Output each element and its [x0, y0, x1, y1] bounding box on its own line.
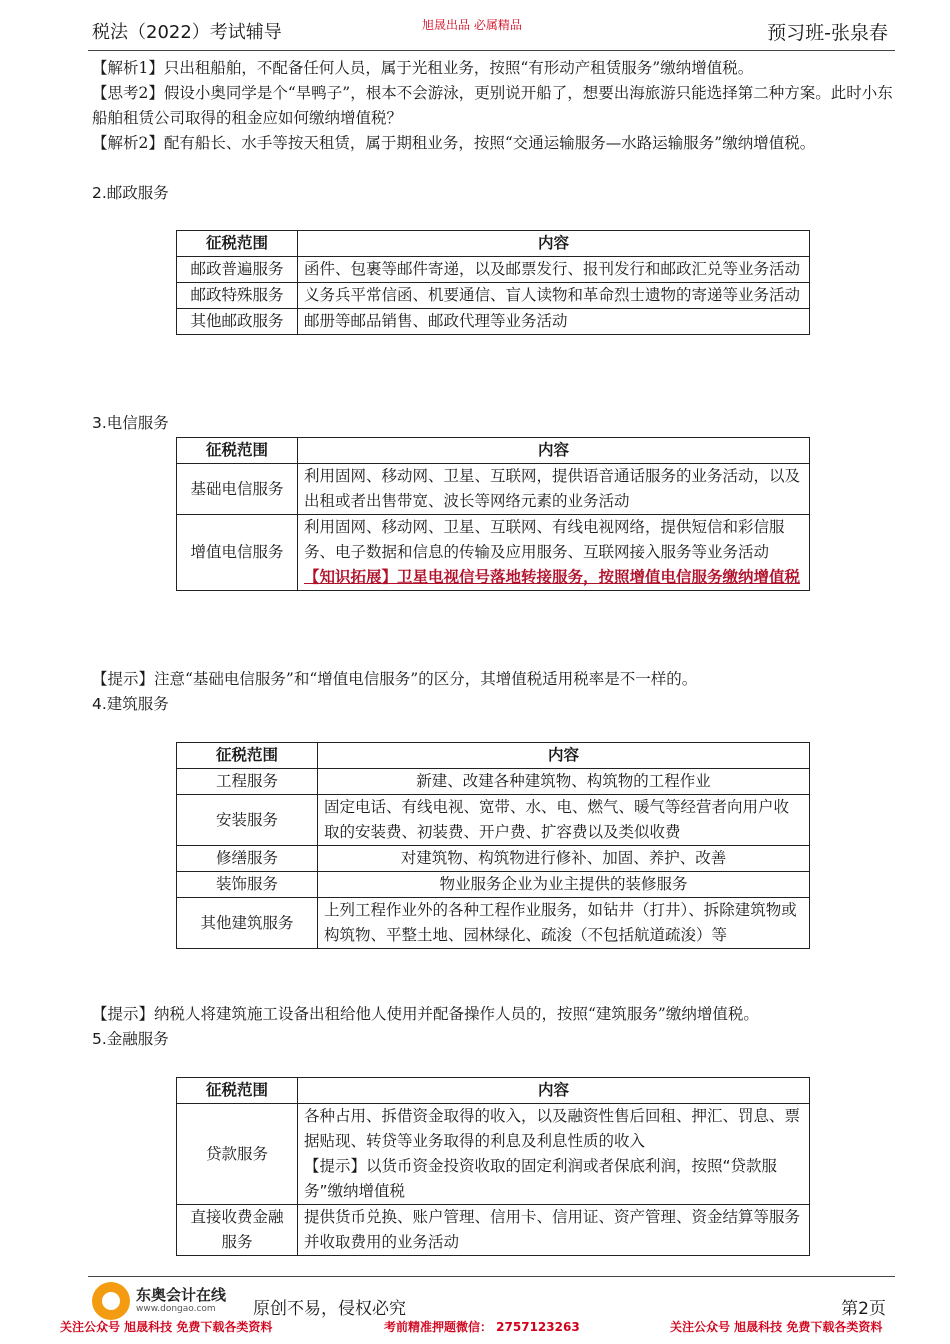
- scope-cell: 基础电信服务: [177, 464, 298, 515]
- scope-cell: 贷款服务: [177, 1104, 298, 1205]
- logo-url: www.dongao.com: [136, 1304, 216, 1314]
- table-row: [177, 846, 810, 872]
- col-scope-header: 征税范围: [177, 438, 298, 464]
- table-row: [177, 795, 810, 846]
- table-row: [177, 769, 810, 795]
- logo-mark-icon: [92, 1282, 130, 1320]
- col-scope-header: 征税范围: [177, 1078, 298, 1104]
- telecom-table: [176, 437, 810, 591]
- content-cell: 函件、包裹等邮件寄递，以及邮票发行、报刊发行和邮政汇兑等业务活动: [298, 257, 810, 283]
- loan-tip: 【提示】以货币资金投资收取的固定利润或者保底利润，按照“贷款服务”缴纳增值税: [304, 1157, 778, 1200]
- content-cell: [298, 1104, 810, 1205]
- scope-cell: 直接收费金融服务: [177, 1205, 298, 1256]
- postal-table: [176, 230, 810, 335]
- construction-tip: 【提示】纳税人将建筑施工设备出租给他人使用并配备操作人员的，按照“建筑服务”缴纳增值税。: [92, 1005, 759, 1023]
- content-cell: [298, 515, 810, 591]
- finance-table: [176, 1077, 810, 1256]
- content-cell: 义务兵平常信函、机要通信、盲人读物和革命烈士遗物的寄递等业务活动: [298, 283, 810, 309]
- col-content-header: 内容: [298, 231, 810, 257]
- col-scope-header: 征税范围: [177, 743, 318, 769]
- section-construction-title: 4.建筑服务: [92, 695, 169, 713]
- analysis-2: 【解析2】配有船长、水手等按天租赁，属于期租业务，按照“交通运输服务—水路运输服务”缴纳增值税。: [92, 134, 816, 152]
- content-cell: 新建、改建各种建筑物、构筑物的工程作业: [318, 769, 810, 795]
- scope-cell: 修缮服务: [177, 846, 318, 872]
- header-title: 税法（2022）考试辅导: [92, 22, 282, 43]
- table-header-row: [177, 231, 810, 257]
- table-row: [177, 464, 810, 515]
- table-row: [177, 515, 810, 591]
- telecom-tip: 【提示】注意“基础电信服务”和“增值电信服务”的区分，其增值税适用税率是不一样的。: [92, 670, 698, 688]
- scope-cell: 工程服务: [177, 769, 318, 795]
- table-row: [177, 898, 810, 949]
- footer-note-center: 考前精准押题微信： 2757123263: [384, 1320, 580, 1334]
- table-row: [177, 872, 810, 898]
- table-row: [177, 1205, 810, 1256]
- footer-motto: 原创不易，侵权必究: [253, 1299, 406, 1319]
- content-cell: 提供货币兑换、账户管理、信用卡、信用证、资产管理、资金结算等服务并收取费用的业务活动: [298, 1205, 810, 1256]
- table-header-row: [177, 438, 810, 464]
- table-header-row: [177, 743, 810, 769]
- col-content-header: 内容: [318, 743, 810, 769]
- thinking-2: 【思考2】假设小奥同学是个“旱鸭子”，根本不会游泳，更别说开船了，想要出海旅游只能选择第二种方案。此时小东船舶租赁公司取得的租金应如何缴纳增值税？: [92, 84, 893, 127]
- scope-cell: 增值电信服务: [177, 515, 298, 591]
- section-postal-title: 2.邮政服务: [92, 184, 169, 202]
- col-content-header: 内容: [298, 438, 810, 464]
- scope-cell: 其他建筑服务: [177, 898, 318, 949]
- table-header-row: [177, 1078, 810, 1104]
- content-text: 各种占用、拆借资金取得的收入，以及融资性售后回租、押汇、罚息、票据贴现、转贷等业务取得的利息及利息性质的收入: [304, 1107, 801, 1150]
- footer-note-left: 关注公众号 旭晟科技 免费下载各类资料: [60, 1320, 273, 1334]
- scope-cell: 邮政特殊服务: [177, 283, 298, 309]
- construction-table: [176, 742, 810, 949]
- knowledge-extension: 【知识拓展】卫星电视信号落地转接服务，按照增值电信服务缴纳增值税: [304, 568, 801, 586]
- col-content-header: 内容: [298, 1078, 810, 1104]
- scope-cell: 装饰服务: [177, 872, 318, 898]
- content-cell: 对建筑物、构筑物进行修补、加固、养护、改善: [318, 846, 810, 872]
- col-scope-header: 征税范围: [177, 231, 298, 257]
- content-cell: 物业服务企业为业主提供的装修服务: [318, 872, 810, 898]
- section-telecom-title: 3.电信服务: [92, 414, 169, 432]
- table-row: [177, 1104, 810, 1205]
- header-divider: [88, 50, 895, 51]
- scope-cell: 邮政普遍服务: [177, 257, 298, 283]
- content-cell: 邮册等邮品销售、邮政代理等业务活动: [298, 309, 810, 335]
- content-cell: 固定电话、有线电视、宽带、水、电、燃气、暖气等经营者向用户收取的安装费、初装费、开户费、扩容费以及类似收费: [318, 795, 810, 846]
- section-finance-title: 5.金融服务: [92, 1030, 169, 1048]
- table-row: [177, 309, 810, 335]
- scope-cell: 其他邮政服务: [177, 309, 298, 335]
- scope-cell: 安装服务: [177, 795, 318, 846]
- analysis-1: 【解析1】只出租船舶，不配备任何人员，属于光租业务，按照“有形动产租赁服务”缴纳增值税。: [92, 59, 754, 77]
- footer-note-right: 关注公众号 旭晟科技 免费下载各类资料: [670, 1320, 883, 1334]
- footer-divider: [88, 1276, 895, 1277]
- table-row: [177, 283, 810, 309]
- content-cell: 上列工程作业外的各种工程作业服务，如钻井（打井）、拆除建筑物或构筑物、平整土地、园林绿化、疏浚（不包括航道疏浚）等: [318, 898, 810, 949]
- page-number: 第2页: [841, 1299, 886, 1319]
- table-row: [177, 257, 810, 283]
- logo-name: 东奥会计在线: [136, 1286, 227, 1304]
- header-brand: 旭晟出品 必属精品: [422, 18, 522, 32]
- content-cell: 利用固网、移动网、卫星、互联网，提供语音通话服务的业务活动，以及出租或者出售带宽、波长等网络元素的业务活动: [298, 464, 810, 515]
- header-class-name: 预习班-张泉春: [767, 22, 888, 44]
- content-text: 利用固网、移动网、卫星、互联网、有线电视网络，提供短信和彩信服务、电子数据和信息的传输及应用服务、互联网接入服务等业务活动: [304, 518, 785, 561]
